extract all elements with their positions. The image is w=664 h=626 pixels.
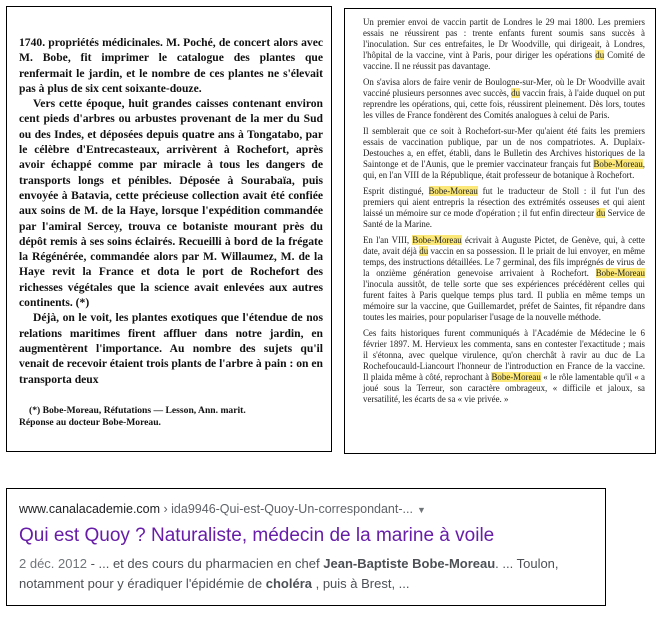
result-date: 2 déc. 2012 (19, 556, 87, 571)
right-paragraph-4 (363, 186, 645, 230)
search-highlight: du (511, 88, 521, 98)
search-highlight: Bobe-Moreau (491, 372, 541, 382)
left-footnote-line-2: Réponse au docteur Bobe-Moreau. (19, 416, 161, 428)
search-highlight: du (419, 246, 429, 256)
text-run: vaccin en sa possession. Il le priait de lui envoyer, en même temps, des instructions détaillées. Le 7 germinal, des fils imprégnés de virus de la onzième génération genevoise arrivaient à Rochefort. (363, 246, 645, 278)
left-page-text (19, 35, 323, 387)
right-paragraph-5 (363, 235, 645, 323)
text-run: vaccin frais, à l'aide duquel on put reprendre les opérations, qui, cette fois, réussirent pleinement. Dès lors, toutes les villes de France fondèrent des Comités analogues à celui de Paris. (363, 88, 645, 120)
left-year-marker: 1740. (19, 36, 46, 49)
search-highlight: du (595, 50, 605, 60)
text-run: Ces faits historiques furent communiqués à l'Académie de Médecine le 6 février 1897. M. Hervieux les commenta, sans en contester l'exactitude ; mais il s'étonna, avec quelque virulence, qu'on cherchât à ravir au duc de La Rochefoucauld-Liancourt l'honneur de l'introduction en France de la vaccine. Il plaida même à côté, reprochant à (363, 328, 645, 382)
book-page-left (6, 6, 332, 452)
text-run: . ... Toulon, notamment pour y éradiquer l'épidémie de (19, 556, 559, 591)
search-result-card (6, 488, 606, 606)
text-run: En l'an VIII, (363, 235, 413, 245)
book-page-right (344, 8, 656, 454)
search-highlight: du (596, 208, 606, 218)
result-url-path[interactable]: › ida9946-Qui-est-Quoy-Un-correspondant-... (160, 502, 413, 516)
text-run: « le rôle lamentable qu'il « a joué sous la Terreur, son caractère ombrageux, « difficile et jaloux, sa versatilité, les écarts de sa « vie privée. » (363, 372, 645, 404)
left-footnote (19, 405, 323, 429)
left-paragraph-2: Vers cette époque, huit grandes caisses contenant environ cent pieds d'arbres ou arbustes provenant de la mer du Sud ou des Indes, et déposées depuis quatre ans à Tongatabo, par le célèbre d'Entrecasteaux, arrivèrent à Rochefort, après avoir échappé comme par miracle à tous les dangers de transports longs et pénibles. Déposée à Sourabaïa, puis envoyée à Batavia, cette précieuse collection avait été confiée aux soins de M. de la Haye, lorsque l'expédition commandée par l'amiral Sercey, trouva ce botaniste mourant près du dépôt remis à ses soins éclairés. Recueilli à bord de la frégate la Régénérée, commandée alors par M. Willaumez, M. de la Haye revit la France et dota le port de Rochefort des richesses végétales que la science avait enlevées aux autres continents. (*) (19, 97, 323, 310)
text-run: Esprit distingué, (363, 186, 429, 196)
text-run: Service de Santé de la Marine. (363, 208, 645, 229)
search-highlight: Bobe-Moreau (593, 159, 643, 169)
result-title-link[interactable]: Qui est Quoy ? Naturaliste, médecin de la marine à voile (19, 525, 495, 546)
right-paragraph-3 (363, 126, 645, 181)
right-paragraph-1 (363, 17, 645, 72)
text-run: fut le traducteur de Stoll : il fut l'un des premiers qui aient entrepris la résection des extrémités osseuses et qui aient laissé un mémoire sur ce mode d'opération ; il fut enfin directeur (363, 186, 645, 218)
snippet-bold-term: Jean-Baptiste Bobe-Moreau (323, 556, 496, 571)
snippet-bold-term: choléra (265, 576, 312, 591)
left-paragraph-3: Déjà, on le voit, les plantes exotiques que l'étendue de nos relations maritimes firent affluer dans notre jardin, en augmentèrent l'importance. Au nombre des sujets qu'il venait de recevoir étaient trois plants de l'arbre à pain : on en transporta deux (19, 311, 323, 386)
left-footnote-line-1: (*) Bobe-Moreau, Réfutations — Lesson, Ann. marit. (29, 404, 246, 416)
text-run: écrivait à Auguste Pictet, de Genève, qui, à cette date, avait déjà (363, 235, 645, 256)
right-paragraph-2 (363, 77, 645, 121)
text-run: Comité de vaccine. Il ne réussit pas davantage. (363, 50, 645, 71)
search-highlight: Bobe-Moreau (595, 268, 645, 278)
result-domain[interactable]: www.canalacademie.com (19, 502, 161, 516)
result-snippet (19, 554, 593, 594)
right-paragraph-6 (363, 328, 645, 405)
text-run: Il semblerait que ce soit à Rochefort-sur-Mer qu'aient été faits les premiers essais de vaccination publique, par un de nos compatriotes. A. Duplaix-Destouches a, en effet, établi, dans le Bulletin des Archives historiques de la Saintonge et de l'Aunis, que le premier vaccinateur français fut (363, 126, 645, 169)
text-run: , qui, en l'an VIII de la République, était professeur de botanique à Rochefort. (363, 159, 645, 180)
left-paragraph-1-text: propriétés médicinales. M. Poché, de concert alors avec M. Bobe, fit imprimer le catalogue des plantes que renfermait le jardin, et le nombre de ces plantes ne s'élevait pas à plus de six cent soixante-douze. (19, 36, 323, 95)
result-breadcrumb[interactable] (19, 501, 593, 518)
search-highlight: Bobe-Moreau (412, 235, 462, 245)
text-run: , puis à Brest, ... (311, 576, 410, 591)
triangle-down-icon[interactable]: ▼ (416, 505, 426, 515)
text-run: - ... et des cours du pharmacien en chef (86, 556, 324, 571)
right-page-text (363, 17, 645, 405)
left-paragraph-1 (19, 35, 323, 96)
text-run: Un premier envoi de vaccin partit de Londres le 29 mai 1800. Les premiers essais ne réussirent pas : trente enfants furent soumis sans succès à l'inoculation. Sur ces entrefaites, le Dr Woodville, qui dirigeait, à Londres, l'hôpital de la vaccine, vint à Paris, pour diriger les opérations (363, 17, 645, 60)
text-run: On s'avisa alors de faire venir de Boulogne-sur-Mer, où le Dr Woodville avait vacciné plusieurs personnes avec succès, (363, 77, 645, 98)
text-run: l'inocula aussitôt, de telle sorte que ses expériences précédèrent celles qui furent faites à Paris quelque temps plus tard. Il publia en même temps un mémoire sur la vaccine, que Guillemardet, préfet de Saintes, fit répandre dans toutes les mairies, pour populariser l'usage de la nouvelle méthode. (363, 279, 645, 322)
search-highlight: Bobe-Moreau (428, 186, 478, 196)
